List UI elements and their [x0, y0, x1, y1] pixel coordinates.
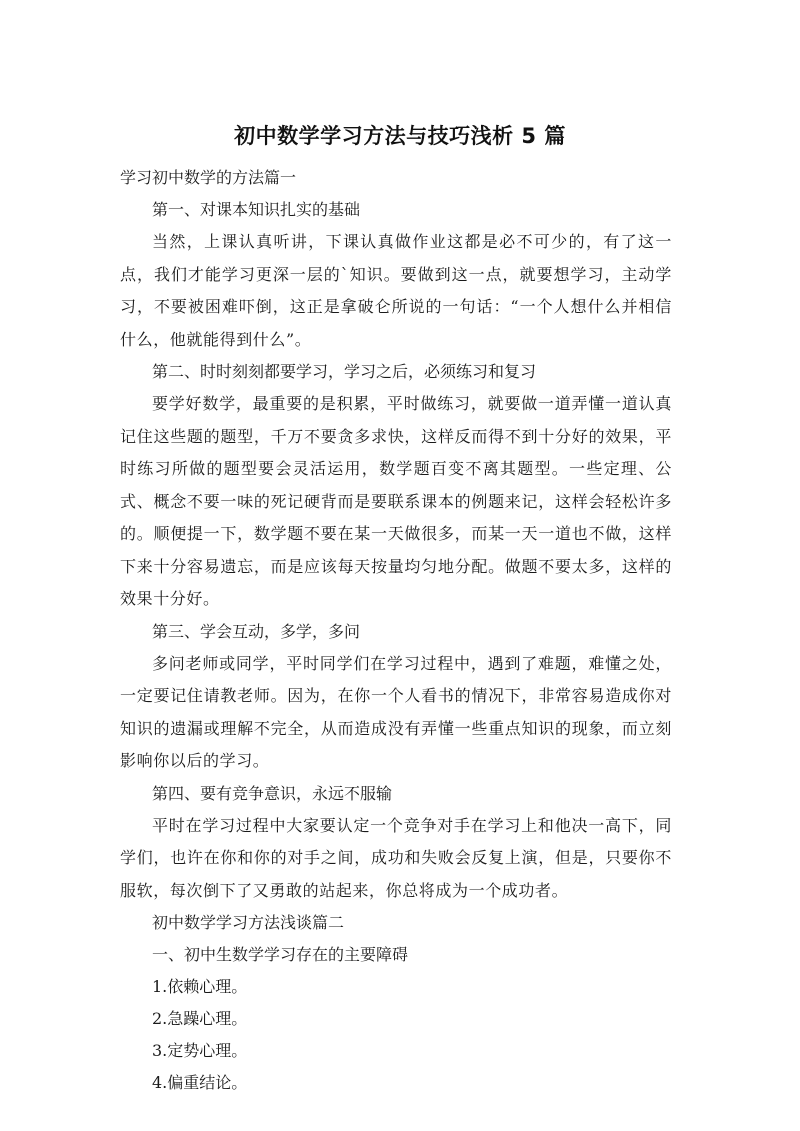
subheading-4: 第四、要有竞争意识，永远不服输 — [152, 783, 393, 803]
list-item: 3.定势心理。 — [152, 1041, 248, 1060]
subheading-1: 第一、对课本知识扎实的基础 — [152, 200, 361, 219]
paragraph-4: 平时在学习过程中大家要认定一个竞争对手在学习上和他决一高下，同学们，也许在你和你的对手之间，成功和失败会反复上演，但是，只要你不服软，每次倒下了又勇敢的站起来，你总将成为一个成功者。 — [120, 815, 672, 900]
document-title: 初中数学学习方法与技巧浅析 5 篇 — [234, 124, 566, 148]
document-body — [120, 162, 672, 1099]
list-item: 4.偏重结论。 — [152, 1073, 248, 1092]
paragraph-3: 多问老师或同学，平时同学们在学习过程中，遇到了难题，难懂之处，一定要记住请教老师。因为，在你一个人看书的情况下，非常容易造成你对知识的遗漏或理解不完全，从而造成没有弄懂一些重点知识的现象，而立刻影响你以后的学习。 — [120, 653, 672, 770]
list-item: 1.依赖心理。 — [152, 977, 248, 996]
subheading-2: 第二、时时刻刻都要学习，学习之后，必须练习和复习 — [152, 362, 537, 381]
subheading-s2-1: 一、初中生数学学习存在的主要障碍 — [152, 945, 409, 964]
subheading-3: 第三、学会互动，多学，多问 — [152, 621, 361, 641]
paragraph-1: 当然，上课认真听讲，下课认真做作业这都是必不可少的，有了这一点，我们才能学习更深一层的`知识。要做到这一点，就要想学习，主动学习，不要被困难吓倒，这正是拿破仑所说的一句话：“一个人想什么并相信什么，他就能得到什么”。 — [120, 232, 672, 349]
section-heading-1: 学习初中数学的方法篇一 — [120, 168, 297, 187]
list-item: 2.急躁心理。 — [152, 1009, 248, 1028]
section-heading-2: 初中数学学习方法浅谈篇二 — [152, 913, 345, 932]
paragraph-2: 要学好数学，最重要的是积累，平时做练习，就要做一道弄懂一道认真记住这些题的题型，千万不要贪多求快，这样反而得不到十分好的效果，平时练习所做的题型要会灵活运用，数学题百变不离其题型。一些定理、公式、概念不要一味的死记硬背而是要联系课本的例题来记，这样会轻松许多的。顺便提一下，数学题不要在某一天做很多，而某一天一道也不做，这样下来十分容易遗忘，而是应该每天按量均匀地分配。做题不要太多，这样的效果十分好。 — [120, 394, 672, 608]
